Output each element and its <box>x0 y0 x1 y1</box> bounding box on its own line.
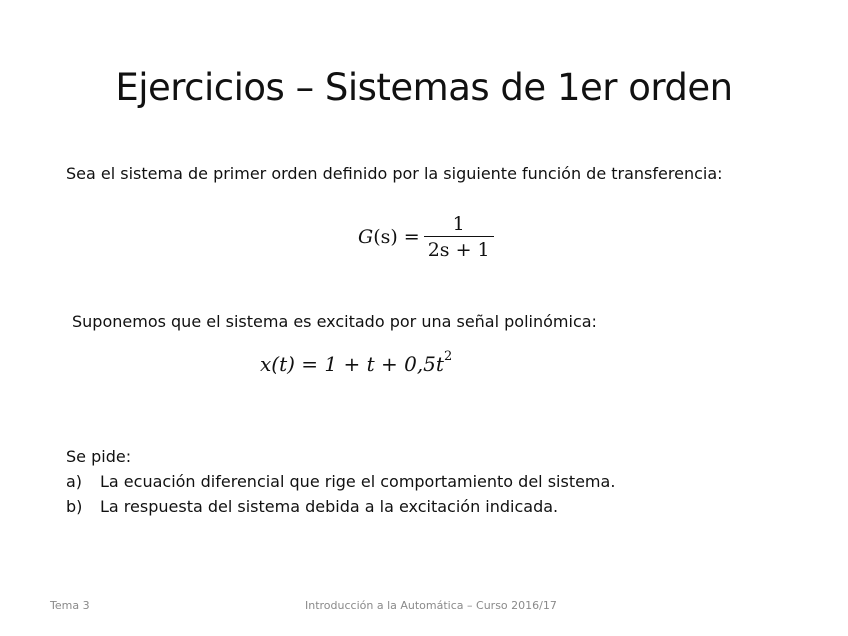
equals-sign: = <box>403 226 420 248</box>
task-heading: Se pide: <box>66 447 132 466</box>
intro-text: Sea el sistema de primer orden definido por la siguiente función de transferencia: <box>66 164 723 183</box>
excitation-text: Suponemos que el sistema es excitado por una señal polinómica: <box>72 312 597 331</box>
list-item <box>66 469 615 494</box>
list-item-text: La ecuación diferencial que rige el comportamiento del sistema. <box>100 472 616 491</box>
transfer-function-symbol: G <box>358 226 374 248</box>
transfer-function-arg: (s) <box>373 226 398 248</box>
fraction-numerator: 1 <box>452 212 465 235</box>
list-marker: a) <box>66 472 83 491</box>
list-item-text: La respuesta del sistema debida a la excitación indicada. <box>100 497 559 516</box>
transfer-function-lhs <box>358 226 398 248</box>
footer-left: Tema 3 <box>50 599 90 612</box>
slide-title: Ejercicios – Sistemas de 1er orden <box>115 66 733 109</box>
list-item <box>66 494 615 519</box>
fraction-denominator: 2s + 1 <box>427 238 490 261</box>
list-marker: b) <box>66 497 83 516</box>
excitation-equation <box>260 349 453 376</box>
transfer-function-equation <box>358 208 494 266</box>
footer-center: Introducción a la Automática – Curso 2016/17 <box>305 599 557 612</box>
excitation-exponent: 2 <box>443 349 453 365</box>
task-list <box>66 444 615 519</box>
excitation-equation-body: x(t) = 1 + t + 0,5t <box>260 352 444 376</box>
fraction <box>424 212 494 263</box>
